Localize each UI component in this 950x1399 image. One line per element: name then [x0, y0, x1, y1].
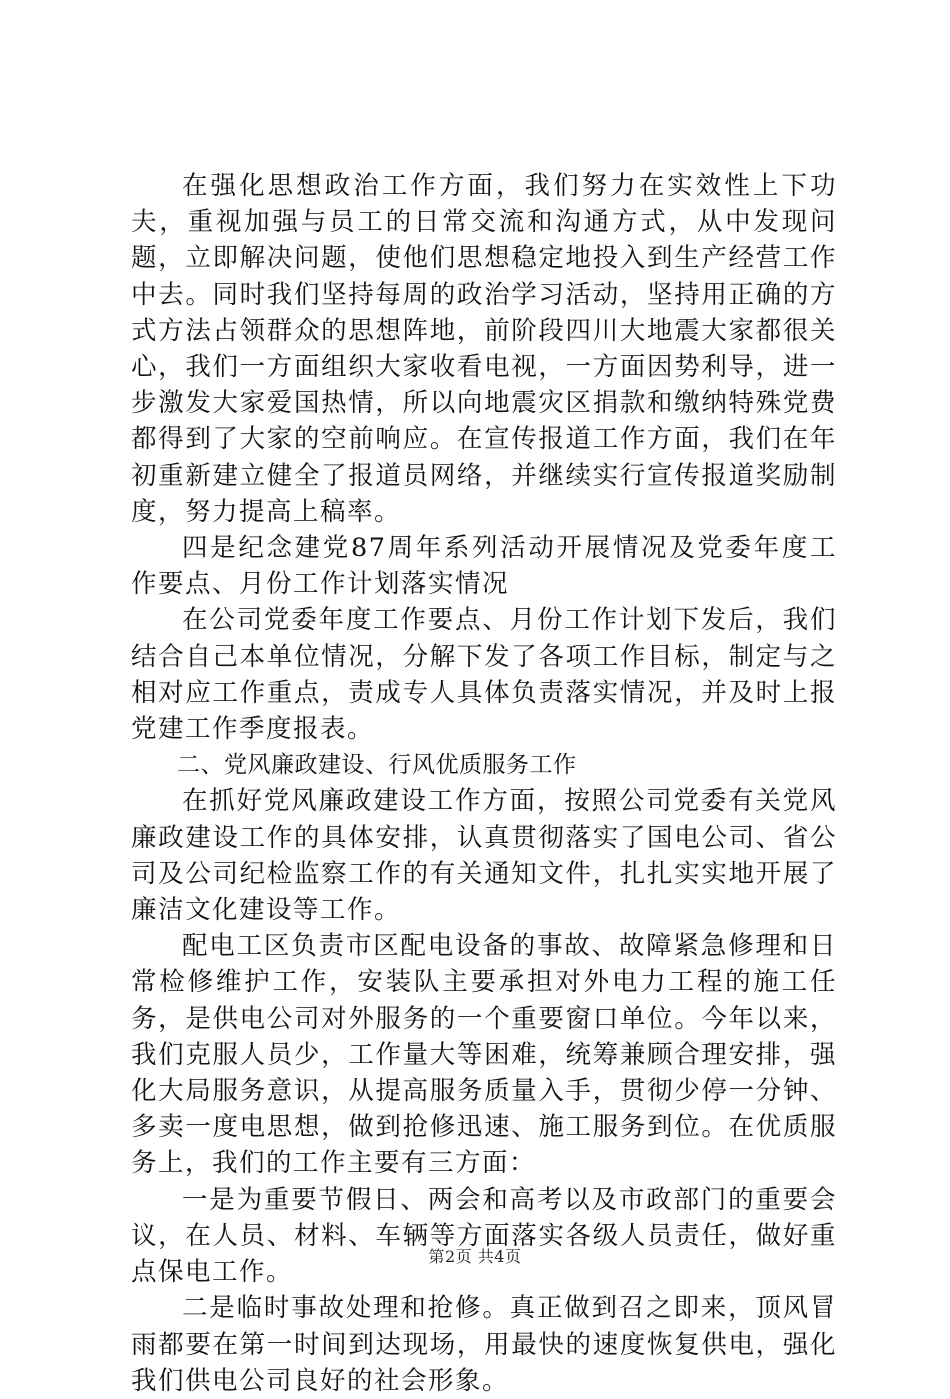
paragraph-party-anniversary: 四是纪念建党87周年系列活动开展情况及党委年度工作要点、月份工作计划落实情况	[131, 533, 837, 600]
paragraph-work-plan: 在公司党委年度工作要点、月份工作计划下发后，我们结合自己本单位情况，分解下发了各项工作目标，制定与之相对应工作重点，责成专人具体负责落实情况，并及时上报党建工作季度报表。	[131, 605, 837, 745]
paragraph-item-one: 一是为重要节假日、两会和高考以及市政部门的重要会议，在人员、材料、车辆等方面落实各级人员责任，做好重点保电工作。	[131, 1184, 837, 1288]
section-heading: 二、党风廉政建设、行风优质服务工作	[177, 752, 577, 779]
paragraph-distribution-area: 配电工区负责市区配电设备的事故、故障紧急修理和日常检修维护工作，安装队主要承担对外电力工程的施工任务，是供电公司对外服务的一个重要窗口单位。今年以来，我们克服人员少，工作量大等困难，统筹兼顾合理安排，强化大局服务意识，从提高服务质量入手，贯彻少停一分钟、多卖一度电思想，做到抢修迅速、施工服务到位。在优质服务上，我们的工作主要有三方面：	[131, 931, 837, 1179]
paragraph-ideological-work: 在强化思想政治工作方面，我们努力在实效性上下功夫，重视加强与员工的日常交流和沟通方式，从中发现问题，立即解决问题，使他们思想稳定地投入到生产经营工作中去。同时我们坚持每周的政治学习活动，坚持用正确的方式方法占领群众的思想阵地，前阶段四川大地震大家都很关心，我们一方面组织大家收看电视，一方面因势利导，进一步激发大家爱国热情，所以向地震灾区捐款和缴纳特殊党费都得到了大家的空前响应。在宣传报道工作方面，我们在年初重新建立健全了报道员网络，并继续实行宣传报道奖励制度，努力提高上稿率。	[131, 171, 837, 527]
paragraph-anti-corruption: 在抓好党风廉政建设工作方面，按照公司党委有关党风廉政建设工作的具体安排，认真贯彻落实了国电公司、省公司及公司纪检监察工作的有关通知文件，扎扎实实地开展了廉洁文化建设等工作。	[131, 786, 837, 926]
page-footer: 第2页 共4页	[428, 1247, 522, 1266]
paragraph-item-two: 二是临时事故处理和抢修。真正做到召之即来，顶风冒雨都要在第一时间到达现场，用最快的速度恢复供电，强化我们供电公司良好的社会形象。	[131, 1293, 837, 1396]
document-body	[131, 168, 837, 1399]
